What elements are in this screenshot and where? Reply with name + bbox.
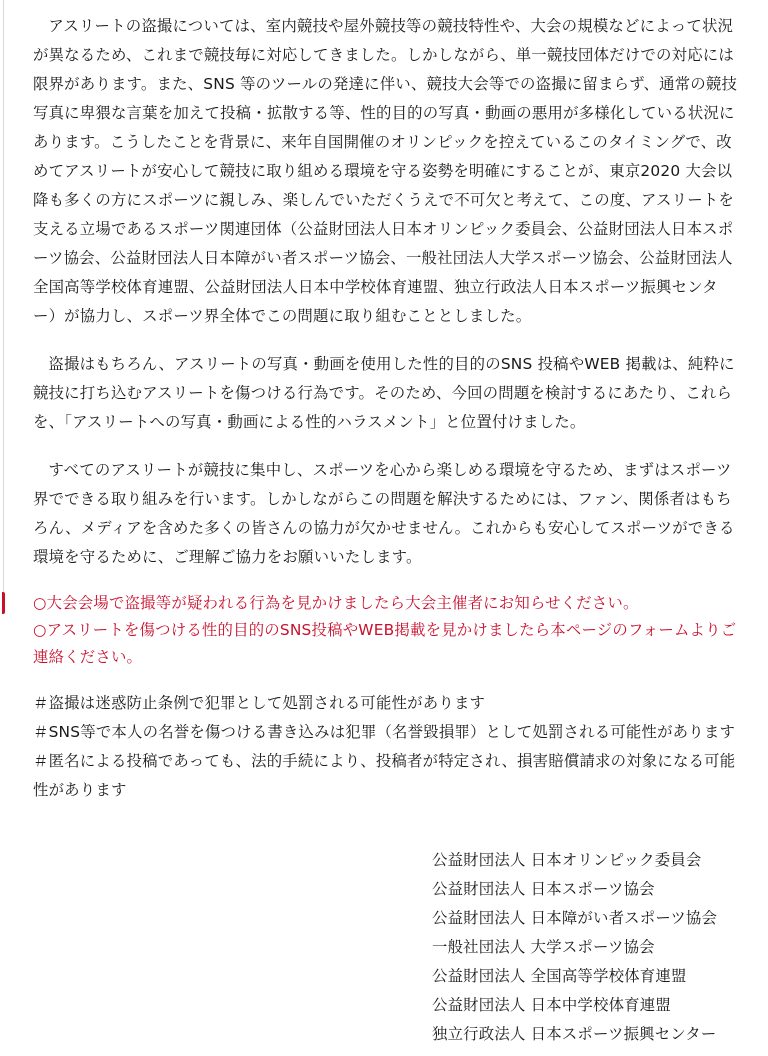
statement-body <box>33 12 739 845</box>
left-border-line <box>3 0 4 592</box>
notice-venue-report: ○大会会場で盗撮等が疑われる行為を見かけましたら大会主催者にお知らせください。 <box>33 594 639 612</box>
left-border-accent <box>2 592 5 614</box>
notice-block <box>33 590 739 671</box>
signatory-joc: 公益財団法人 日本オリンピック委員会 <box>432 851 702 869</box>
signatory-unives: 一般社団法人 大学スポーツ協会 <box>432 938 655 956</box>
warning-voyeurism: ＃盗撮は迷惑防止条例で犯罪として処罰される可能性があります <box>33 694 486 712</box>
notice-online-report: ○アスリートを傷つける性的目的のSNS投稿やWEB掲載を見かけましたら本ページのフォームよりご連絡ください。 <box>33 621 737 666</box>
paragraph-background: アスリートの盗撮については、室内競技や屋外競技等の競技特性や、大会の規模などによって状況が異なるため、これまで競技毎に対応してきました。しかしながら、単一競技団体だけでの対応には限界があります。また、SNS 等のツールの発達に伴い、競技大会等での盗撮に留まらず、通常の競技写真に卑猥な言葉を加えて投稿・拡散する等、性的目的の写真・動画の悪用が多様化している状況にあります。こうしたことを背景に、来年自国開催のオリンピックを控えているこのタイミングで、改めてアスリートが安心して競技に取り組める環境を守る姿勢を明確にすることが、東京2020 大会以降も多くの方にスポーツに親しみ、楽しんでいただくうえで不可欠と考えて、この度、アスリートを支える立場であるスポーツ関連団体（公益財団法人日本オリンピック委員会、公益財団法人日本スポーツ協会、公益財団法人日本障がい者スポーツ協会、一般社団法人大学スポーツ協会、公益財団法人全国高等学校体育連盟、公益財団法人日本中学校体育連盟、独立行政法人日本スポーツ振興センター）が協力し、スポーツ界全体でこの問題に取り組むこととしました。 <box>33 17 738 325</box>
signatory-nippon-chutairen: 公益財団法人 日本中学校体育連盟 <box>432 996 671 1014</box>
legal-warnings <box>33 689 739 805</box>
paragraph-definition: 盗撮はもちろん、アスリートの写真・動画を使用した性的目的のSNS 投稿やWEB 掲載は、純粋に競技に打ち込むアスリートを傷つける行為です。そのため、今回の問題を検討するにあたり、これらを、「アスリートへの写真・動画による性的ハラスメント」と位置付けました。 <box>33 355 735 431</box>
signatory-zenkoren: 公益財団法人 全国高等学校体育連盟 <box>432 967 687 985</box>
paragraph-request: すべてのアスリートが競技に集中し、スポーツを心から楽しめる環境を守るため、まずはスポーツ界でできる取り組みを行います。しかしながらこの問題を解決するためには、ファン、関係者はもちろん、メディアを含めた多くの皆さんの協力が欠かせません。これからも安心してスポーツができる環境を守るために、ご理解ご協力をお願いいたします。 <box>33 461 735 566</box>
signatory-list <box>432 846 717 1049</box>
signatory-jsad: 公益財団法人 日本障がい者スポーツ協会 <box>432 909 718 927</box>
warning-anonymous-posts: ＃匿名による投稿であっても、法的手続により、投稿者が特定され、損害賠償請求の対象になる可能性があります <box>33 752 736 799</box>
signatory-jsc: 独立行政法人 日本スポーツ振興センター <box>432 1025 717 1043</box>
signatory-jspo: 公益財団法人 日本スポーツ協会 <box>432 880 655 898</box>
warning-defamation: ＃SNS等で本人の名誉を傷つける書き込みは犯罪（名誉毀損罪）として処罰される可能性があります <box>33 723 736 741</box>
